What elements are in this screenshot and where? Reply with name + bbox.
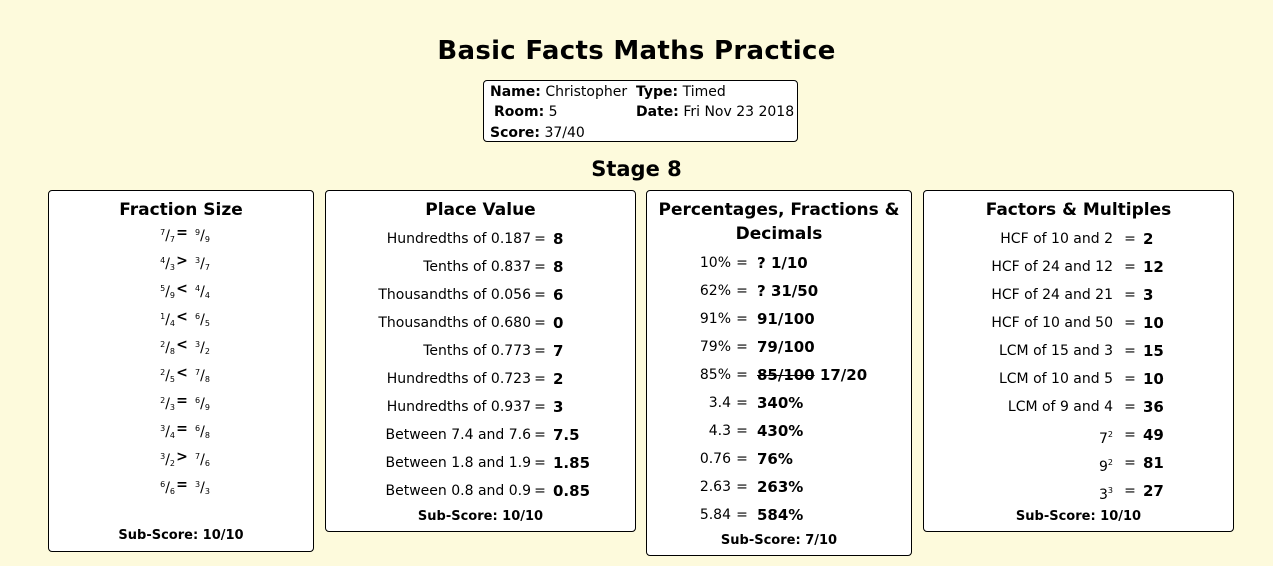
equals-sign: = bbox=[534, 259, 546, 275]
equals-sign: = bbox=[736, 479, 748, 495]
correct-answer: 1/10 bbox=[770, 254, 808, 272]
right-fraction-denominator: 9 bbox=[204, 403, 210, 412]
percentage-row bbox=[647, 277, 911, 305]
score-label: Score: bbox=[490, 125, 540, 141]
equals-sign: = bbox=[736, 395, 748, 411]
fraction-comparison-row bbox=[49, 415, 313, 443]
right-fraction-numerator: 3 bbox=[195, 480, 201, 489]
comparison-sign: < bbox=[176, 365, 188, 381]
right-fraction-slash: / bbox=[200, 424, 205, 440]
left-fraction bbox=[160, 471, 175, 506]
place-value-row bbox=[326, 421, 635, 449]
factors-title: Factors & Multiples bbox=[985, 200, 1172, 220]
right-fraction-slash: / bbox=[200, 228, 205, 244]
factors-subscore: Sub-Score: 10/10 bbox=[1015, 509, 1142, 524]
equals-sign: = bbox=[736, 367, 748, 383]
left-fraction-denominator: 8 bbox=[169, 347, 175, 356]
name-value: Christopher bbox=[545, 84, 628, 100]
answer-value: 8 bbox=[553, 258, 564, 276]
comparison-sign: > bbox=[176, 449, 188, 465]
answer-value: 0.85 bbox=[553, 482, 591, 500]
equals-sign: = bbox=[1124, 371, 1136, 387]
question-text: Between 1.8 and 1.9 bbox=[385, 455, 531, 471]
answer-value: 49 bbox=[1143, 426, 1164, 444]
factors-row bbox=[924, 253, 1233, 281]
left-fraction-numerator: 2 bbox=[160, 368, 166, 377]
left-fraction-slash: / bbox=[165, 368, 170, 384]
answer-value: 10 bbox=[1143, 370, 1164, 388]
question-text: 79% bbox=[699, 339, 731, 355]
left-fraction-slash: / bbox=[165, 312, 170, 328]
percentage-row bbox=[647, 417, 911, 445]
fraction-size-panel bbox=[48, 190, 314, 552]
percentages-subscore: Sub-Score: 7/10 bbox=[720, 533, 838, 548]
question-text: Hundredths of 0.723 bbox=[386, 371, 531, 387]
question-text: HCF of 24 and 12 bbox=[991, 259, 1113, 275]
fraction-comparison-row bbox=[49, 471, 313, 499]
answer-value bbox=[757, 277, 818, 305]
right-fraction-numerator: 3 bbox=[195, 340, 201, 349]
answer-value bbox=[757, 473, 803, 501]
left-fraction-slash: / bbox=[165, 452, 170, 468]
factors-multiples-panel bbox=[923, 190, 1234, 532]
answer-value: 10 bbox=[1143, 314, 1164, 332]
power-exponent: 2 bbox=[1107, 430, 1113, 439]
factors-row bbox=[924, 421, 1233, 449]
answer-value bbox=[757, 445, 793, 473]
equals-sign: = bbox=[534, 371, 546, 387]
right-fraction-denominator: 3 bbox=[204, 487, 210, 496]
date-label: Date: bbox=[636, 104, 679, 120]
factors-row bbox=[924, 393, 1233, 421]
answer-value: 15 bbox=[1143, 342, 1164, 360]
left-fraction-slash: / bbox=[165, 228, 170, 244]
factors-row bbox=[924, 309, 1233, 337]
answer-value bbox=[757, 417, 803, 445]
left-fraction-denominator: 9 bbox=[169, 291, 175, 300]
left-fraction-denominator: 2 bbox=[169, 459, 175, 468]
left-fraction-denominator: 3 bbox=[169, 263, 175, 272]
question-text: HCF of 10 and 50 bbox=[991, 315, 1113, 331]
percentage-row bbox=[647, 389, 911, 417]
question-text: Between 7.4 and 7.6 bbox=[385, 427, 531, 443]
equals-sign: = bbox=[736, 311, 748, 327]
percentages-panel bbox=[646, 190, 912, 556]
percentages-title-line1: Percentages, Fractions & bbox=[658, 200, 900, 220]
equals-sign: = bbox=[1124, 427, 1136, 443]
left-fraction-numerator: 4 bbox=[160, 256, 166, 265]
question-text: Tenths of 0.837 bbox=[423, 259, 531, 275]
score-value: 37/40 bbox=[544, 125, 585, 141]
power-exponent: 3 bbox=[1107, 486, 1113, 495]
equals-sign: = bbox=[1124, 343, 1136, 359]
correct-answer: 584% bbox=[757, 506, 804, 524]
answer-value: 12 bbox=[1143, 258, 1164, 276]
answer-value bbox=[757, 305, 815, 333]
left-fraction-slash: / bbox=[165, 256, 170, 272]
left-fraction-numerator: 5 bbox=[160, 284, 166, 293]
left-fraction-slash: / bbox=[165, 480, 170, 496]
place-value-row bbox=[326, 225, 635, 253]
type-field bbox=[636, 84, 726, 100]
place-value-row bbox=[326, 477, 635, 505]
room-value: 5 bbox=[548, 104, 558, 120]
answer-value: 6 bbox=[553, 286, 564, 304]
left-fraction-denominator: 7 bbox=[169, 235, 175, 244]
place-value-row bbox=[326, 449, 635, 477]
answer-value: 81 bbox=[1143, 454, 1164, 472]
fraction-size-subscore: Sub-Score: 10/10 bbox=[118, 528, 244, 543]
right-fraction-slash: / bbox=[200, 256, 205, 272]
name-field bbox=[490, 84, 627, 100]
answer-value: 1.85 bbox=[553, 454, 591, 472]
right-fraction-numerator: 6 bbox=[195, 424, 201, 433]
factors-row bbox=[924, 337, 1233, 365]
correct-answer: 91/100 bbox=[757, 310, 815, 328]
question-text: 4.3 bbox=[708, 423, 731, 439]
right-fraction-denominator: 4 bbox=[204, 291, 210, 300]
answer-value: 8 bbox=[553, 230, 564, 248]
question-text: Thousandths of 0.680 bbox=[378, 315, 531, 331]
right-fraction-numerator: 7 bbox=[195, 452, 201, 461]
fraction-comparison-row bbox=[49, 275, 313, 303]
place-value-title: Place Value bbox=[425, 200, 536, 220]
equals-sign: = bbox=[534, 315, 546, 331]
right-fraction-numerator: 7 bbox=[195, 368, 201, 377]
power-expression bbox=[1099, 477, 1113, 509]
right-fraction-slash: / bbox=[200, 480, 205, 496]
right-fraction-denominator: 7 bbox=[204, 263, 210, 272]
answer-value bbox=[757, 361, 867, 389]
fraction-comparison-row bbox=[49, 219, 313, 247]
answer-value bbox=[757, 501, 803, 529]
place-value-subscore: Sub-Score: 10/10 bbox=[417, 509, 544, 524]
page-title: Basic Facts Maths Practice bbox=[437, 36, 836, 66]
percentage-row bbox=[647, 501, 911, 529]
place-value-row bbox=[326, 309, 635, 337]
equals-sign: = bbox=[736, 339, 748, 355]
equals-sign: = bbox=[1124, 483, 1136, 499]
answer-value: 7.5 bbox=[553, 426, 580, 444]
comparison-sign: < bbox=[176, 309, 188, 325]
question-text: 62% bbox=[699, 283, 731, 299]
type-label: Type: bbox=[636, 84, 679, 100]
comparison-sign: = bbox=[176, 393, 188, 409]
equals-sign: = bbox=[534, 231, 546, 247]
left-fraction-numerator: 7 bbox=[160, 228, 166, 237]
question-text: Thousandths of 0.056 bbox=[378, 287, 531, 303]
percentage-row bbox=[647, 445, 911, 473]
correct-answer: 17/20 bbox=[819, 366, 868, 384]
equals-sign: = bbox=[534, 343, 546, 359]
place-value-row bbox=[326, 253, 635, 281]
equals-sign: = bbox=[736, 451, 748, 467]
left-fraction-slash: / bbox=[165, 340, 170, 356]
percentage-row bbox=[647, 333, 911, 361]
left-fraction-slash: / bbox=[165, 424, 170, 440]
power-base: 3 bbox=[1098, 487, 1108, 503]
question-text: Between 0.8 and 0.9 bbox=[385, 483, 531, 499]
left-fraction-slash: / bbox=[165, 396, 170, 412]
right-fraction-slash: / bbox=[200, 396, 205, 412]
equals-sign: = bbox=[534, 399, 546, 415]
factors-row bbox=[924, 477, 1233, 505]
right-fraction-slash: / bbox=[200, 368, 205, 384]
answer-value: 3 bbox=[553, 398, 564, 416]
type-value: Timed bbox=[682, 84, 726, 100]
correct-answer: 79/100 bbox=[757, 338, 815, 356]
factors-row bbox=[924, 281, 1233, 309]
left-fraction-denominator: 5 bbox=[169, 375, 175, 384]
equals-sign: = bbox=[534, 287, 546, 303]
power-base: 7 bbox=[1098, 431, 1108, 447]
correct-answer: 263% bbox=[757, 478, 804, 496]
correct-answer: 76% bbox=[757, 450, 793, 468]
student-info-card bbox=[483, 80, 798, 142]
fraction-comparison-row bbox=[49, 303, 313, 331]
comparison-sign: > bbox=[176, 253, 188, 269]
correct-answer: 430% bbox=[757, 422, 804, 440]
equals-sign: = bbox=[534, 483, 546, 499]
question-text: Hundredths of 0.937 bbox=[386, 399, 531, 415]
left-fraction-numerator: 3 bbox=[160, 452, 166, 461]
equals-sign: = bbox=[1124, 315, 1136, 331]
equals-sign: = bbox=[534, 455, 546, 471]
right-fraction-slash: / bbox=[200, 340, 205, 356]
equals-sign: = bbox=[1124, 287, 1136, 303]
right-fraction-denominator: 8 bbox=[204, 375, 210, 384]
question-text: 10% bbox=[699, 255, 731, 271]
right-fraction-numerator: 3 bbox=[195, 256, 201, 265]
left-fraction-numerator: 1 bbox=[160, 312, 166, 321]
question-text: Tenths of 0.773 bbox=[423, 343, 531, 359]
place-value-row bbox=[326, 365, 635, 393]
left-fraction-denominator: 4 bbox=[169, 431, 175, 440]
right-fraction-numerator: 9 bbox=[195, 228, 201, 237]
equals-sign: = bbox=[736, 507, 748, 523]
answer-value bbox=[757, 249, 808, 277]
left-fraction-numerator: 3 bbox=[160, 424, 166, 433]
fraction-comparison-row bbox=[49, 387, 313, 415]
power-base: 9 bbox=[1098, 459, 1108, 475]
question-text: 2.63 bbox=[699, 479, 731, 495]
question-text: 0.76 bbox=[699, 451, 731, 467]
place-value-row bbox=[326, 281, 635, 309]
right-fraction-numerator: 6 bbox=[195, 312, 201, 321]
right-fraction-slash: / bbox=[200, 452, 205, 468]
answer-value: 2 bbox=[553, 370, 564, 388]
equals-sign: = bbox=[1124, 231, 1136, 247]
factors-row bbox=[924, 365, 1233, 393]
question-text: LCM of 10 and 5 bbox=[998, 371, 1113, 387]
equals-sign: = bbox=[1124, 259, 1136, 275]
question-text: HCF of 24 and 21 bbox=[991, 287, 1113, 303]
answer-value: 2 bbox=[1143, 230, 1154, 248]
place-value-row bbox=[326, 393, 635, 421]
fraction-comparison-row bbox=[49, 331, 313, 359]
question-text: LCM of 15 and 3 bbox=[998, 343, 1113, 359]
question-text: Hundredths of 0.187 bbox=[386, 231, 531, 247]
answer-value: 36 bbox=[1143, 398, 1164, 416]
left-fraction-denominator: 6 bbox=[169, 487, 175, 496]
name-label: Name: bbox=[490, 84, 541, 100]
answer-value bbox=[757, 389, 803, 417]
equals-sign: = bbox=[736, 255, 748, 271]
percentage-row bbox=[647, 473, 911, 501]
right-fraction-slash: / bbox=[200, 312, 205, 328]
power-exponent: 2 bbox=[1107, 458, 1113, 467]
left-fraction-numerator: 2 bbox=[160, 396, 166, 405]
answer-value: 3 bbox=[1143, 286, 1154, 304]
percentage-row bbox=[647, 305, 911, 333]
left-fraction-denominator: 4 bbox=[169, 319, 175, 328]
question-text: 91% bbox=[699, 311, 731, 327]
date-value: Fri Nov 23 2018 bbox=[683, 104, 795, 120]
question-text: 5.84 bbox=[699, 507, 731, 523]
fraction-comparison-row bbox=[49, 247, 313, 275]
question-text: 85% bbox=[699, 367, 731, 383]
right-fraction-slash: / bbox=[200, 284, 205, 300]
right-fraction-denominator: 6 bbox=[204, 459, 210, 468]
right-fraction-denominator: 8 bbox=[204, 431, 210, 440]
date-field bbox=[636, 104, 794, 120]
answer-value: 7 bbox=[553, 342, 564, 360]
place-value-row bbox=[326, 337, 635, 365]
comparison-sign: = bbox=[176, 477, 188, 493]
incorrect-question-mark: ? bbox=[757, 254, 766, 272]
left-fraction-slash: / bbox=[165, 284, 170, 300]
comparison-sign: < bbox=[176, 281, 188, 297]
correct-answer: 31/50 bbox=[770, 282, 819, 300]
question-text: LCM of 9 and 4 bbox=[1007, 399, 1113, 415]
factors-row bbox=[924, 449, 1233, 477]
equals-sign: = bbox=[1124, 399, 1136, 415]
score-field bbox=[490, 125, 585, 141]
room-field bbox=[494, 104, 558, 120]
percentages-title-line2: Decimals bbox=[735, 224, 823, 244]
left-fraction-denominator: 3 bbox=[169, 403, 175, 412]
question-text: 3.4 bbox=[708, 395, 731, 411]
right-fraction-denominator: 5 bbox=[204, 319, 210, 328]
answer-value: 27 bbox=[1143, 482, 1164, 500]
crossed-out-answer: 85/100 bbox=[757, 366, 815, 384]
answer-value: 0 bbox=[553, 314, 564, 332]
comparison-sign: = bbox=[176, 225, 188, 241]
incorrect-question-mark: ? bbox=[757, 282, 766, 300]
place-value-panel bbox=[325, 190, 636, 532]
right-fraction-denominator: 9 bbox=[204, 235, 210, 244]
left-fraction-numerator: 6 bbox=[160, 480, 166, 489]
factors-row bbox=[924, 225, 1233, 253]
percentage-row bbox=[647, 249, 911, 277]
answer-value bbox=[757, 333, 815, 361]
fraction-comparison-row bbox=[49, 359, 313, 387]
equals-sign: = bbox=[736, 283, 748, 299]
right-fraction bbox=[195, 471, 210, 506]
left-fraction-numerator: 2 bbox=[160, 340, 166, 349]
right-fraction-denominator: 2 bbox=[204, 347, 210, 356]
comparison-sign: < bbox=[176, 337, 188, 353]
equals-sign: = bbox=[736, 423, 748, 439]
percentage-row bbox=[647, 361, 911, 389]
question-text: HCF of 10 and 2 bbox=[1000, 231, 1113, 247]
right-fraction-numerator: 4 bbox=[195, 284, 201, 293]
fraction-size-title: Fraction Size bbox=[119, 200, 243, 220]
comparison-sign: = bbox=[176, 421, 188, 437]
equals-sign: = bbox=[534, 427, 546, 443]
right-fraction-numerator: 6 bbox=[195, 396, 201, 405]
fraction-comparison-row bbox=[49, 443, 313, 471]
equals-sign: = bbox=[1124, 455, 1136, 471]
stage-heading: Stage 8 bbox=[591, 157, 682, 181]
correct-answer: 340% bbox=[757, 394, 804, 412]
room-label: Room: bbox=[494, 104, 545, 120]
